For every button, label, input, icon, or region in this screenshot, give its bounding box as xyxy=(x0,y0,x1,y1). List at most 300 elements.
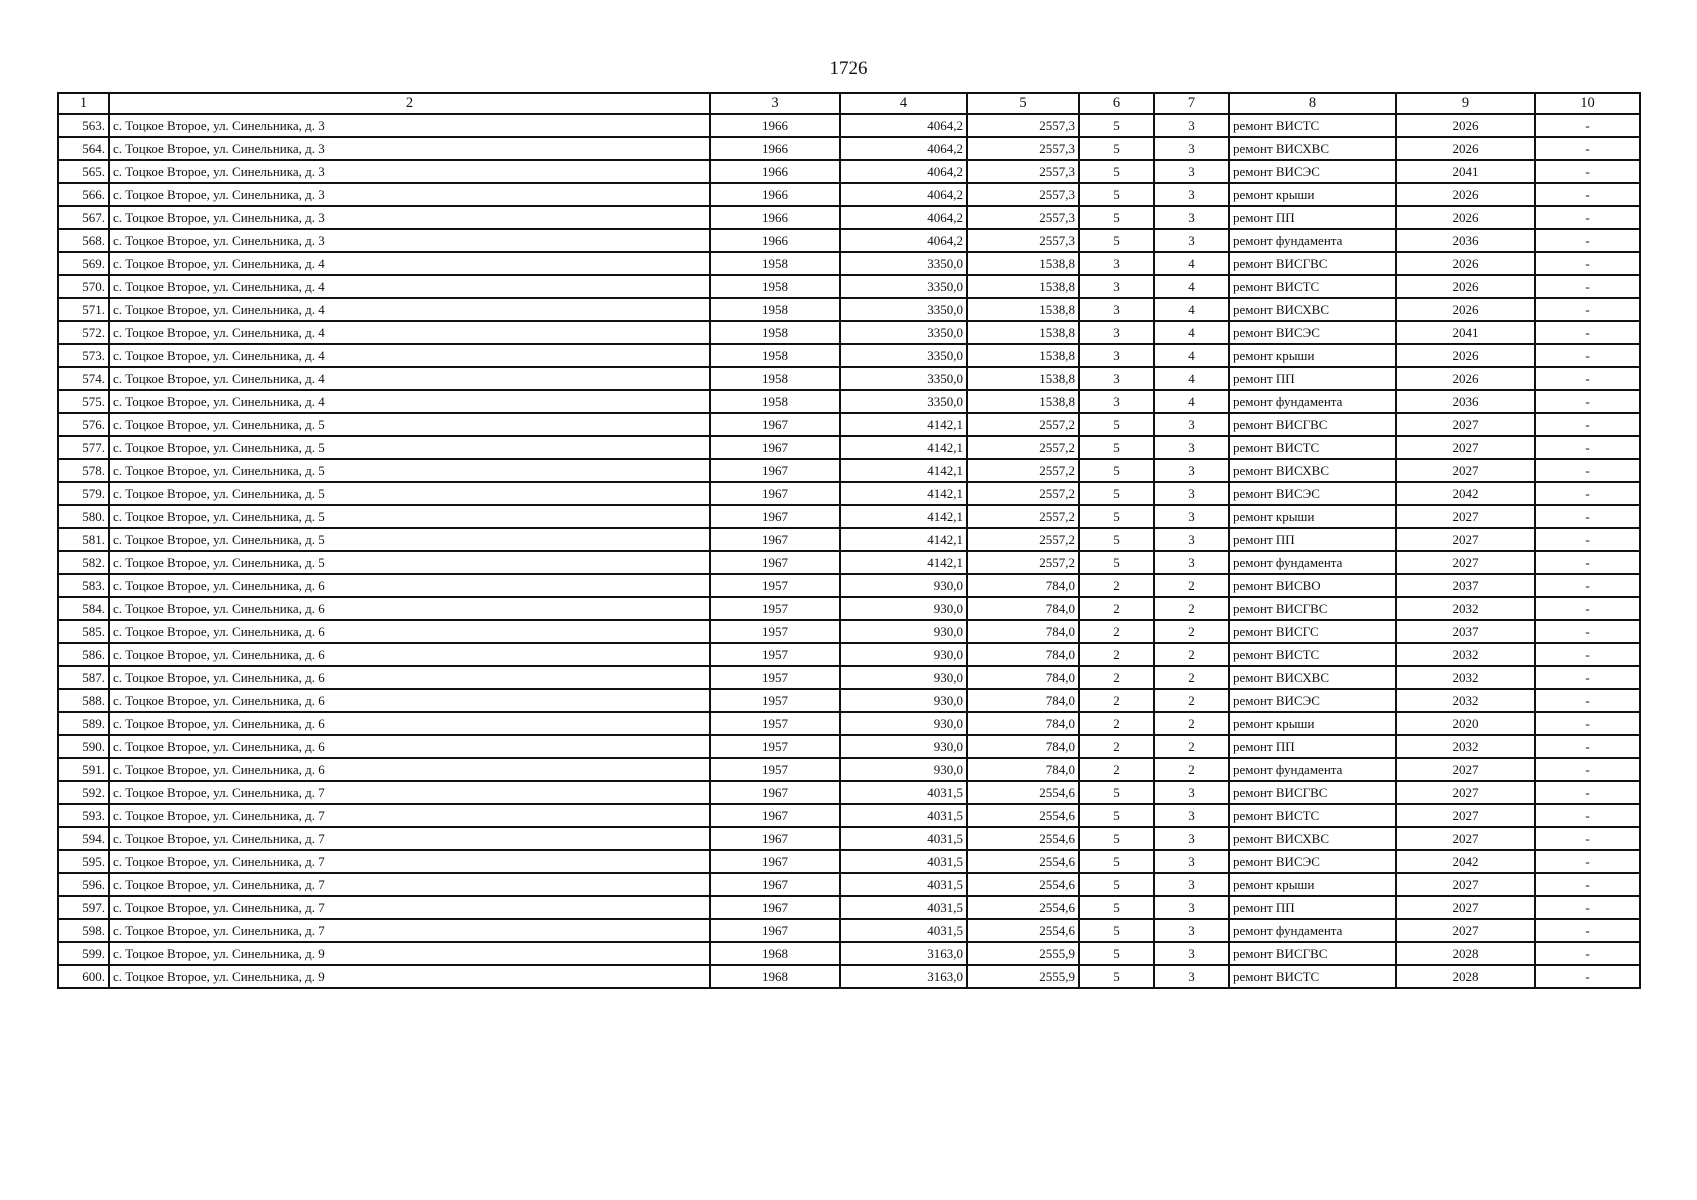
floors-cell: 5 xyxy=(1079,229,1154,252)
table-row xyxy=(58,482,1640,505)
table-row xyxy=(58,873,1640,896)
floors-cell: 5 xyxy=(1079,482,1154,505)
year-built-cell: 1967 xyxy=(710,850,840,873)
floors-cell: 2 xyxy=(1079,712,1154,735)
entrances-cell: 4 xyxy=(1154,321,1229,344)
table-row xyxy=(58,712,1640,735)
planned-year-cell: 2020 xyxy=(1396,712,1535,735)
note-cell: - xyxy=(1535,551,1640,574)
planned-year-cell: 2026 xyxy=(1396,298,1535,321)
note-cell: - xyxy=(1535,965,1640,988)
column-header: 1 xyxy=(58,93,109,114)
row-number-cell: 572. xyxy=(58,321,109,344)
note-cell: - xyxy=(1535,781,1640,804)
note-cell: - xyxy=(1535,206,1640,229)
living-area-cell: 784,0 xyxy=(967,574,1079,597)
year-built-cell: 1958 xyxy=(710,367,840,390)
note-cell: - xyxy=(1535,390,1640,413)
address-cell: с. Тоцкое Второе, ул. Синельника, д. 5 xyxy=(109,482,710,505)
living-area-cell: 784,0 xyxy=(967,689,1079,712)
address-cell: с. Тоцкое Второе, ул. Синельника, д. 7 xyxy=(109,896,710,919)
total-area-cell: 3350,0 xyxy=(840,275,967,298)
planned-year-cell: 2027 xyxy=(1396,919,1535,942)
planned-year-cell: 2032 xyxy=(1396,666,1535,689)
year-built-cell: 1957 xyxy=(710,666,840,689)
table-row xyxy=(58,689,1640,712)
work-type-cell: ремонт ВИСТС xyxy=(1229,275,1396,298)
row-number-cell: 591. xyxy=(58,758,109,781)
address-cell: с. Тоцкое Второе, ул. Синельника, д. 4 xyxy=(109,321,710,344)
work-type-cell: ремонт ВИСГС xyxy=(1229,620,1396,643)
note-cell: - xyxy=(1535,689,1640,712)
year-built-cell: 1957 xyxy=(710,597,840,620)
row-number-cell: 563. xyxy=(58,114,109,137)
year-built-cell: 1966 xyxy=(710,183,840,206)
address-cell: с. Тоцкое Второе, ул. Синельника, д. 3 xyxy=(109,137,710,160)
entrances-cell: 3 xyxy=(1154,436,1229,459)
planned-year-cell: 2032 xyxy=(1396,597,1535,620)
year-built-cell: 1966 xyxy=(710,114,840,137)
work-type-cell: ремонт ВИСГВС xyxy=(1229,252,1396,275)
year-built-cell: 1958 xyxy=(710,275,840,298)
year-built-cell: 1958 xyxy=(710,390,840,413)
row-number-cell: 571. xyxy=(58,298,109,321)
living-area-cell: 1538,8 xyxy=(967,367,1079,390)
entrances-cell: 3 xyxy=(1154,528,1229,551)
floors-cell: 5 xyxy=(1079,942,1154,965)
entrances-cell: 2 xyxy=(1154,735,1229,758)
planned-year-cell: 2026 xyxy=(1396,137,1535,160)
entrances-cell: 3 xyxy=(1154,827,1229,850)
address-cell: с. Тоцкое Второе, ул. Синельника, д. 7 xyxy=(109,827,710,850)
planned-year-cell: 2026 xyxy=(1396,344,1535,367)
planned-year-cell: 2037 xyxy=(1396,574,1535,597)
row-number-cell: 598. xyxy=(58,919,109,942)
work-type-cell: ремонт ВИСЭС xyxy=(1229,482,1396,505)
row-number-cell: 574. xyxy=(58,367,109,390)
address-cell: с. Тоцкое Второе, ул. Синельника, д. 6 xyxy=(109,574,710,597)
floors-cell: 5 xyxy=(1079,183,1154,206)
total-area-cell: 4064,2 xyxy=(840,183,967,206)
address-cell: с. Тоцкое Второе, ул. Синельника, д. 3 xyxy=(109,183,710,206)
work-type-cell: ремонт ПП xyxy=(1229,896,1396,919)
total-area-cell: 4031,5 xyxy=(840,804,967,827)
table-row xyxy=(58,942,1640,965)
floors-cell: 5 xyxy=(1079,919,1154,942)
living-area-cell: 2557,2 xyxy=(967,436,1079,459)
total-area-cell: 930,0 xyxy=(840,574,967,597)
work-type-cell: ремонт ВИСХВС xyxy=(1229,666,1396,689)
living-area-cell: 1538,8 xyxy=(967,275,1079,298)
table-row xyxy=(58,436,1640,459)
total-area-cell: 930,0 xyxy=(840,620,967,643)
floors-cell: 5 xyxy=(1079,827,1154,850)
address-cell: с. Тоцкое Второе, ул. Синельника, д. 9 xyxy=(109,942,710,965)
total-area-cell: 3163,0 xyxy=(840,965,967,988)
total-area-cell: 4031,5 xyxy=(840,873,967,896)
page-number: 1726 xyxy=(829,58,868,79)
year-built-cell: 1958 xyxy=(710,321,840,344)
note-cell: - xyxy=(1535,873,1640,896)
entrances-cell: 3 xyxy=(1154,896,1229,919)
row-number-cell: 593. xyxy=(58,804,109,827)
note-cell: - xyxy=(1535,643,1640,666)
table-row xyxy=(58,574,1640,597)
planned-year-cell: 2041 xyxy=(1396,321,1535,344)
work-type-cell: ремонт ВИСХВС xyxy=(1229,827,1396,850)
address-cell: с. Тоцкое Второе, ул. Синельника, д. 5 xyxy=(109,551,710,574)
planned-year-cell: 2026 xyxy=(1396,206,1535,229)
note-cell: - xyxy=(1535,321,1640,344)
column-header: 9 xyxy=(1396,93,1535,114)
table-row xyxy=(58,666,1640,689)
total-area-cell: 3350,0 xyxy=(840,390,967,413)
table-row xyxy=(58,298,1640,321)
total-area-cell: 3350,0 xyxy=(840,252,967,275)
floors-cell: 3 xyxy=(1079,252,1154,275)
address-cell: с. Тоцкое Второе, ул. Синельника, д. 4 xyxy=(109,367,710,390)
table-row xyxy=(58,850,1640,873)
row-number-cell: 600. xyxy=(58,965,109,988)
work-type-cell: ремонт ВИСХВС xyxy=(1229,298,1396,321)
year-built-cell: 1967 xyxy=(710,551,840,574)
floors-cell: 5 xyxy=(1079,459,1154,482)
address-cell: с. Тоцкое Второе, ул. Синельника, д. 7 xyxy=(109,873,710,896)
work-type-cell: ремонт крыши xyxy=(1229,873,1396,896)
year-built-cell: 1967 xyxy=(710,896,840,919)
work-type-cell: ремонт ПП xyxy=(1229,735,1396,758)
table-row xyxy=(58,114,1640,137)
living-area-cell: 1538,8 xyxy=(967,252,1079,275)
floors-cell: 2 xyxy=(1079,666,1154,689)
planned-year-cell: 2027 xyxy=(1396,827,1535,850)
total-area-cell: 4064,2 xyxy=(840,137,967,160)
total-area-cell: 3163,0 xyxy=(840,942,967,965)
total-area-cell: 4064,2 xyxy=(840,229,967,252)
row-number-cell: 578. xyxy=(58,459,109,482)
work-type-cell: ремонт фундамента xyxy=(1229,390,1396,413)
row-number-cell: 582. xyxy=(58,551,109,574)
address-cell: с. Тоцкое Второе, ул. Синельника, д. 4 xyxy=(109,275,710,298)
row-number-cell: 597. xyxy=(58,896,109,919)
row-number-cell: 576. xyxy=(58,413,109,436)
work-type-cell: ремонт ПП xyxy=(1229,206,1396,229)
address-cell: с. Тоцкое Второе, ул. Синельника, д. 3 xyxy=(109,229,710,252)
note-cell: - xyxy=(1535,114,1640,137)
row-number-cell: 583. xyxy=(58,574,109,597)
work-type-cell: ремонт ВИСХВС xyxy=(1229,459,1396,482)
table-body xyxy=(58,93,1640,988)
table-row xyxy=(58,919,1640,942)
planned-year-cell: 2036 xyxy=(1396,390,1535,413)
floors-cell: 5 xyxy=(1079,114,1154,137)
planned-year-cell: 2026 xyxy=(1396,367,1535,390)
floors-cell: 5 xyxy=(1079,528,1154,551)
table-row xyxy=(58,758,1640,781)
total-area-cell: 4031,5 xyxy=(840,781,967,804)
living-area-cell: 2557,3 xyxy=(967,114,1079,137)
year-built-cell: 1967 xyxy=(710,827,840,850)
living-area-cell: 784,0 xyxy=(967,597,1079,620)
year-built-cell: 1967 xyxy=(710,528,840,551)
note-cell: - xyxy=(1535,137,1640,160)
address-cell: с. Тоцкое Второе, ул. Синельника, д. 5 xyxy=(109,436,710,459)
floors-cell: 5 xyxy=(1079,160,1154,183)
table-row xyxy=(58,781,1640,804)
planned-year-cell: 2027 xyxy=(1396,436,1535,459)
note-cell: - xyxy=(1535,367,1640,390)
year-built-cell: 1957 xyxy=(710,758,840,781)
note-cell: - xyxy=(1535,183,1640,206)
row-number-cell: 566. xyxy=(58,183,109,206)
table-row xyxy=(58,275,1640,298)
planned-year-cell: 2026 xyxy=(1396,252,1535,275)
table-row xyxy=(58,183,1640,206)
work-type-cell: ремонт ВИСХВС xyxy=(1229,137,1396,160)
address-cell: с. Тоцкое Второе, ул. Синельника, д. 3 xyxy=(109,206,710,229)
note-cell: - xyxy=(1535,528,1640,551)
year-built-cell: 1966 xyxy=(710,229,840,252)
address-cell: с. Тоцкое Второе, ул. Синельника, д. 7 xyxy=(109,919,710,942)
row-number-cell: 573. xyxy=(58,344,109,367)
address-cell: с. Тоцкое Второе, ул. Синельника, д. 4 xyxy=(109,298,710,321)
table-row xyxy=(58,896,1640,919)
planned-year-cell: 2032 xyxy=(1396,735,1535,758)
floors-cell: 2 xyxy=(1079,597,1154,620)
floors-cell: 2 xyxy=(1079,758,1154,781)
row-number-cell: 580. xyxy=(58,505,109,528)
floors-cell: 5 xyxy=(1079,413,1154,436)
row-number-cell: 577. xyxy=(58,436,109,459)
row-number-cell: 594. xyxy=(58,827,109,850)
living-area-cell: 2554,6 xyxy=(967,781,1079,804)
total-area-cell: 930,0 xyxy=(840,689,967,712)
address-cell: с. Тоцкое Второе, ул. Синельника, д. 9 xyxy=(109,965,710,988)
living-area-cell: 1538,8 xyxy=(967,298,1079,321)
address-cell: с. Тоцкое Второе, ул. Синельника, д. 6 xyxy=(109,689,710,712)
total-area-cell: 4142,1 xyxy=(840,482,967,505)
row-number-cell: 567. xyxy=(58,206,109,229)
living-area-cell: 2554,6 xyxy=(967,850,1079,873)
entrances-cell: 4 xyxy=(1154,252,1229,275)
year-built-cell: 1967 xyxy=(710,459,840,482)
note-cell: - xyxy=(1535,505,1640,528)
year-built-cell: 1967 xyxy=(710,482,840,505)
table-row xyxy=(58,735,1640,758)
floors-cell: 5 xyxy=(1079,505,1154,528)
planned-year-cell: 2027 xyxy=(1396,758,1535,781)
entrances-cell: 3 xyxy=(1154,873,1229,896)
entrances-cell: 2 xyxy=(1154,620,1229,643)
note-cell: - xyxy=(1535,804,1640,827)
entrances-cell: 3 xyxy=(1154,942,1229,965)
work-type-cell: ремонт ВИСТС xyxy=(1229,965,1396,988)
address-cell: с. Тоцкое Второе, ул. Синельника, д. 6 xyxy=(109,597,710,620)
capital-repair-table xyxy=(57,92,1641,989)
work-type-cell: ремонт ВИСТС xyxy=(1229,436,1396,459)
column-header: 7 xyxy=(1154,93,1229,114)
floors-cell: 2 xyxy=(1079,735,1154,758)
living-area-cell: 784,0 xyxy=(967,643,1079,666)
entrances-cell: 3 xyxy=(1154,413,1229,436)
living-area-cell: 2557,2 xyxy=(967,413,1079,436)
total-area-cell: 4064,2 xyxy=(840,114,967,137)
floors-cell: 3 xyxy=(1079,367,1154,390)
address-cell: с. Тоцкое Второе, ул. Синельника, д. 6 xyxy=(109,643,710,666)
total-area-cell: 930,0 xyxy=(840,735,967,758)
table-row xyxy=(58,597,1640,620)
living-area-cell: 2557,3 xyxy=(967,229,1079,252)
note-cell: - xyxy=(1535,574,1640,597)
row-number-cell: 585. xyxy=(58,620,109,643)
entrances-cell: 2 xyxy=(1154,574,1229,597)
floors-cell: 5 xyxy=(1079,436,1154,459)
total-area-cell: 4064,2 xyxy=(840,160,967,183)
entrances-cell: 2 xyxy=(1154,643,1229,666)
work-type-cell: ремонт ВИСГВС xyxy=(1229,413,1396,436)
planned-year-cell: 2027 xyxy=(1396,413,1535,436)
living-area-cell: 1538,8 xyxy=(967,321,1079,344)
address-cell: с. Тоцкое Второе, ул. Синельника, д. 6 xyxy=(109,620,710,643)
living-area-cell: 2555,9 xyxy=(967,942,1079,965)
planned-year-cell: 2032 xyxy=(1396,689,1535,712)
entrances-cell: 3 xyxy=(1154,919,1229,942)
table-row xyxy=(58,229,1640,252)
year-built-cell: 1967 xyxy=(710,873,840,896)
work-type-cell: ремонт ВИСТС xyxy=(1229,643,1396,666)
work-type-cell: ремонт крыши xyxy=(1229,344,1396,367)
address-cell: с. Тоцкое Второе, ул. Синельника, д. 5 xyxy=(109,505,710,528)
total-area-cell: 4142,1 xyxy=(840,459,967,482)
year-built-cell: 1967 xyxy=(710,436,840,459)
year-built-cell: 1968 xyxy=(710,965,840,988)
total-area-cell: 4031,5 xyxy=(840,919,967,942)
year-built-cell: 1968 xyxy=(710,942,840,965)
living-area-cell: 2557,3 xyxy=(967,206,1079,229)
living-area-cell: 2554,6 xyxy=(967,827,1079,850)
floors-cell: 5 xyxy=(1079,206,1154,229)
entrances-cell: 3 xyxy=(1154,482,1229,505)
year-built-cell: 1967 xyxy=(710,413,840,436)
planned-year-cell: 2032 xyxy=(1396,643,1535,666)
note-cell: - xyxy=(1535,459,1640,482)
living-area-cell: 784,0 xyxy=(967,620,1079,643)
row-number-cell: 592. xyxy=(58,781,109,804)
work-type-cell: ремонт фундамента xyxy=(1229,919,1396,942)
table-row xyxy=(58,965,1640,988)
address-cell: с. Тоцкое Второе, ул. Синельника, д. 6 xyxy=(109,666,710,689)
note-cell: - xyxy=(1535,827,1640,850)
column-header: 6 xyxy=(1079,93,1154,114)
total-area-cell: 4064,2 xyxy=(840,206,967,229)
column-number-header-row xyxy=(58,93,1640,114)
table-row xyxy=(58,528,1640,551)
floors-cell: 5 xyxy=(1079,873,1154,896)
total-area-cell: 3350,0 xyxy=(840,298,967,321)
entrances-cell: 3 xyxy=(1154,965,1229,988)
note-cell: - xyxy=(1535,735,1640,758)
note-cell: - xyxy=(1535,850,1640,873)
living-area-cell: 2557,2 xyxy=(967,551,1079,574)
entrances-cell: 2 xyxy=(1154,597,1229,620)
entrances-cell: 2 xyxy=(1154,689,1229,712)
work-type-cell: ремонт ВИСГВС xyxy=(1229,942,1396,965)
row-number-cell: 579. xyxy=(58,482,109,505)
planned-year-cell: 2028 xyxy=(1396,942,1535,965)
total-area-cell: 4142,1 xyxy=(840,505,967,528)
row-number-cell: 586. xyxy=(58,643,109,666)
year-built-cell: 1967 xyxy=(710,804,840,827)
column-header: 5 xyxy=(967,93,1079,114)
floors-cell: 5 xyxy=(1079,804,1154,827)
note-cell: - xyxy=(1535,298,1640,321)
total-area-cell: 4031,5 xyxy=(840,827,967,850)
planned-year-cell: 2028 xyxy=(1396,965,1535,988)
entrances-cell: 4 xyxy=(1154,298,1229,321)
table-row xyxy=(58,160,1640,183)
address-cell: с. Тоцкое Второе, ул. Синельника, д. 6 xyxy=(109,735,710,758)
row-number-cell: 565. xyxy=(58,160,109,183)
living-area-cell: 2557,3 xyxy=(967,137,1079,160)
living-area-cell: 1538,8 xyxy=(967,390,1079,413)
note-cell: - xyxy=(1535,712,1640,735)
year-built-cell: 1957 xyxy=(710,712,840,735)
floors-cell: 5 xyxy=(1079,965,1154,988)
total-area-cell: 930,0 xyxy=(840,643,967,666)
living-area-cell: 2557,2 xyxy=(967,505,1079,528)
table-row xyxy=(58,620,1640,643)
note-cell: - xyxy=(1535,436,1640,459)
table-row xyxy=(58,827,1640,850)
note-cell: - xyxy=(1535,252,1640,275)
year-built-cell: 1958 xyxy=(710,344,840,367)
column-header: 4 xyxy=(840,93,967,114)
work-type-cell: ремонт крыши xyxy=(1229,712,1396,735)
living-area-cell: 2557,2 xyxy=(967,459,1079,482)
entrances-cell: 2 xyxy=(1154,712,1229,735)
note-cell: - xyxy=(1535,758,1640,781)
total-area-cell: 4142,1 xyxy=(840,436,967,459)
year-built-cell: 1957 xyxy=(710,689,840,712)
year-built-cell: 1966 xyxy=(710,137,840,160)
entrances-cell: 4 xyxy=(1154,390,1229,413)
total-area-cell: 930,0 xyxy=(840,666,967,689)
note-cell: - xyxy=(1535,275,1640,298)
year-built-cell: 1967 xyxy=(710,919,840,942)
address-cell: с. Тоцкое Второе, ул. Синельника, д. 3 xyxy=(109,160,710,183)
work-type-cell: ремонт крыши xyxy=(1229,505,1396,528)
planned-year-cell: 2026 xyxy=(1396,275,1535,298)
entrances-cell: 2 xyxy=(1154,666,1229,689)
table-row xyxy=(58,459,1640,482)
living-area-cell: 784,0 xyxy=(967,666,1079,689)
address-cell: с. Тоцкое Второе, ул. Синельника, д. 6 xyxy=(109,712,710,735)
total-area-cell: 930,0 xyxy=(840,597,967,620)
year-built-cell: 1957 xyxy=(710,643,840,666)
row-number-cell: 596. xyxy=(58,873,109,896)
work-type-cell: ремонт ВИСГВС xyxy=(1229,781,1396,804)
total-area-cell: 4142,1 xyxy=(840,528,967,551)
floors-cell: 3 xyxy=(1079,344,1154,367)
total-area-cell: 4142,1 xyxy=(840,413,967,436)
planned-year-cell: 2041 xyxy=(1396,160,1535,183)
work-type-cell: ремонт ВИСЭС xyxy=(1229,160,1396,183)
total-area-cell: 3350,0 xyxy=(840,321,967,344)
total-area-cell: 4031,5 xyxy=(840,896,967,919)
note-cell: - xyxy=(1535,229,1640,252)
floors-cell: 2 xyxy=(1079,574,1154,597)
planned-year-cell: 2026 xyxy=(1396,114,1535,137)
